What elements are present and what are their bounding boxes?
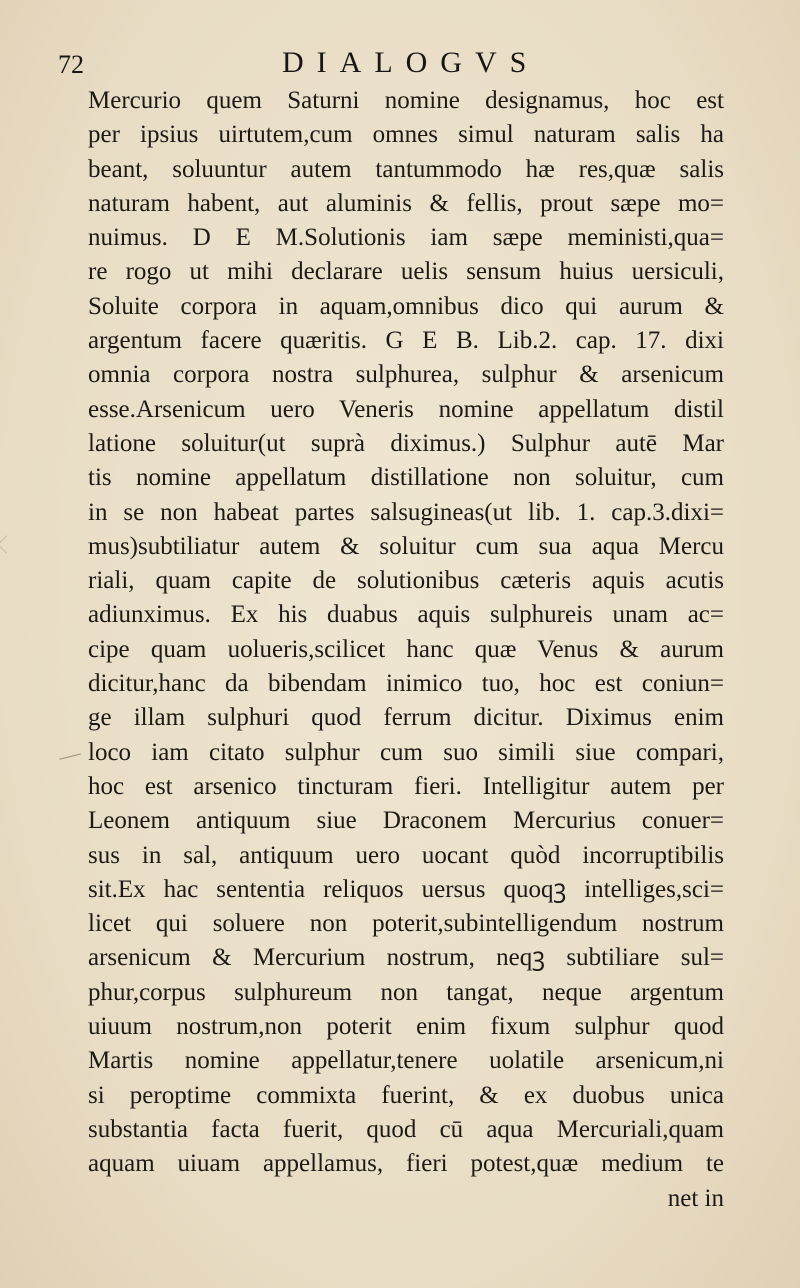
text-line: phur,corpus sulphureum non tangat, neque argentum <box>88 978 724 1006</box>
text-line: mus)subtiliatur autem & soluitur cum sua aqua Mercu <box>88 532 724 560</box>
text-line: licet qui soluere non poterit,subintelligendum nostrum <box>88 910 724 938</box>
text-line: aquam uiuam appellamus, fieri potest,quæ medium te <box>88 1150 724 1178</box>
text-line: si peroptime commixta fuerint, & ex duobus unica <box>88 1081 724 1109</box>
text-line: substantia facta fuerit, quod cū aqua Mercuriali,quam <box>88 1115 724 1143</box>
text-line-final: net in <box>667 1184 724 1212</box>
text-line: adiunximus. Ex his duabus aquis sulphureis unam ac= <box>88 601 724 629</box>
text-line: re rogo ut mihi declarare uelis sensum huius uersiculi, <box>88 258 724 286</box>
text-line: Leonem antiquum siue Draconem Mercurius conuer= <box>88 807 724 835</box>
text-line: beant, soluuntur autem tantummodo hæ res,quæ salis <box>88 155 724 183</box>
text-line: sit.Ex hac sententia reliquos uersus quoqꝫ intelliges,sci= <box>88 875 724 903</box>
text-line: esse.Arsenicum uero Veneris nomine appellatum distil <box>88 395 724 423</box>
page-header <box>0 44 800 84</box>
text-line: per ipsius uirtutem,cum omnes simul naturam salis ha <box>88 121 724 149</box>
text-line: ge illam sulphuri quod ferrum dicitur. Diximus enim <box>88 704 724 732</box>
text-line: dicitur,hanc da bibendam inimico tuo, hoc est coniun= <box>88 670 724 698</box>
text-line: riali, quam capite de solutionibus cæteris aquis acutis <box>88 567 724 595</box>
text-line: cipe quam uolueris,scilicet hanc quæ Venus & aurum <box>88 635 724 663</box>
text-line: omnia corpora nostra sulphurea, sulphur & arsenicum <box>88 361 724 389</box>
text-line: loco iam citato sulphur cum suo simili siue compari, <box>88 738 724 766</box>
text-line: latione soluitur(ut suprà diximus.) Sulphur autē Mar <box>88 429 724 457</box>
text-line: Martis nomine appellatur,tenere uolatile arsenicum,ni <box>88 1047 724 1075</box>
text-line: tis nomine appellatum distillatione non soluitur, cum <box>88 464 724 492</box>
text-line: argentum facere quæritis. G E B. Lib.2. cap. 17. dixi <box>88 327 724 355</box>
body-text <box>88 84 724 1216</box>
text-line: hoc est arsenico tincturam fieri. Intelligitur autem per <box>88 772 724 800</box>
text-line: Soluite corpora in aquam,omnibus dico qui aurum & <box>88 292 724 320</box>
text-line: sus in sal, antiquum uero uocant quòd incorruptibilis <box>88 841 724 869</box>
text-line: nuimus. D E M.Solutionis iam sæpe meministi,qua= <box>88 224 724 252</box>
text-line: Mercurio quem Saturni nomine designamus, hoc est <box>88 87 724 114</box>
marginal-pen-mark <box>59 753 83 767</box>
text-line: in se non habeat partes salsugineas(ut lib. 1. cap.3.dixi= <box>88 498 724 526</box>
page-number: 72 <box>58 50 84 79</box>
text-line: uiuum nostrum,non poterit enim fixum sulphur quod <box>88 1013 724 1041</box>
margin-tick-mark <box>0 535 16 553</box>
running-head: DIALOGVS <box>282 46 540 79</box>
text-line: arsenicum & Mercurium nostrum, neqꝫ subtiliare sul= <box>88 944 724 972</box>
text-line: naturam habent, aut aluminis & fellis, prout sæpe mo= <box>88 189 724 217</box>
